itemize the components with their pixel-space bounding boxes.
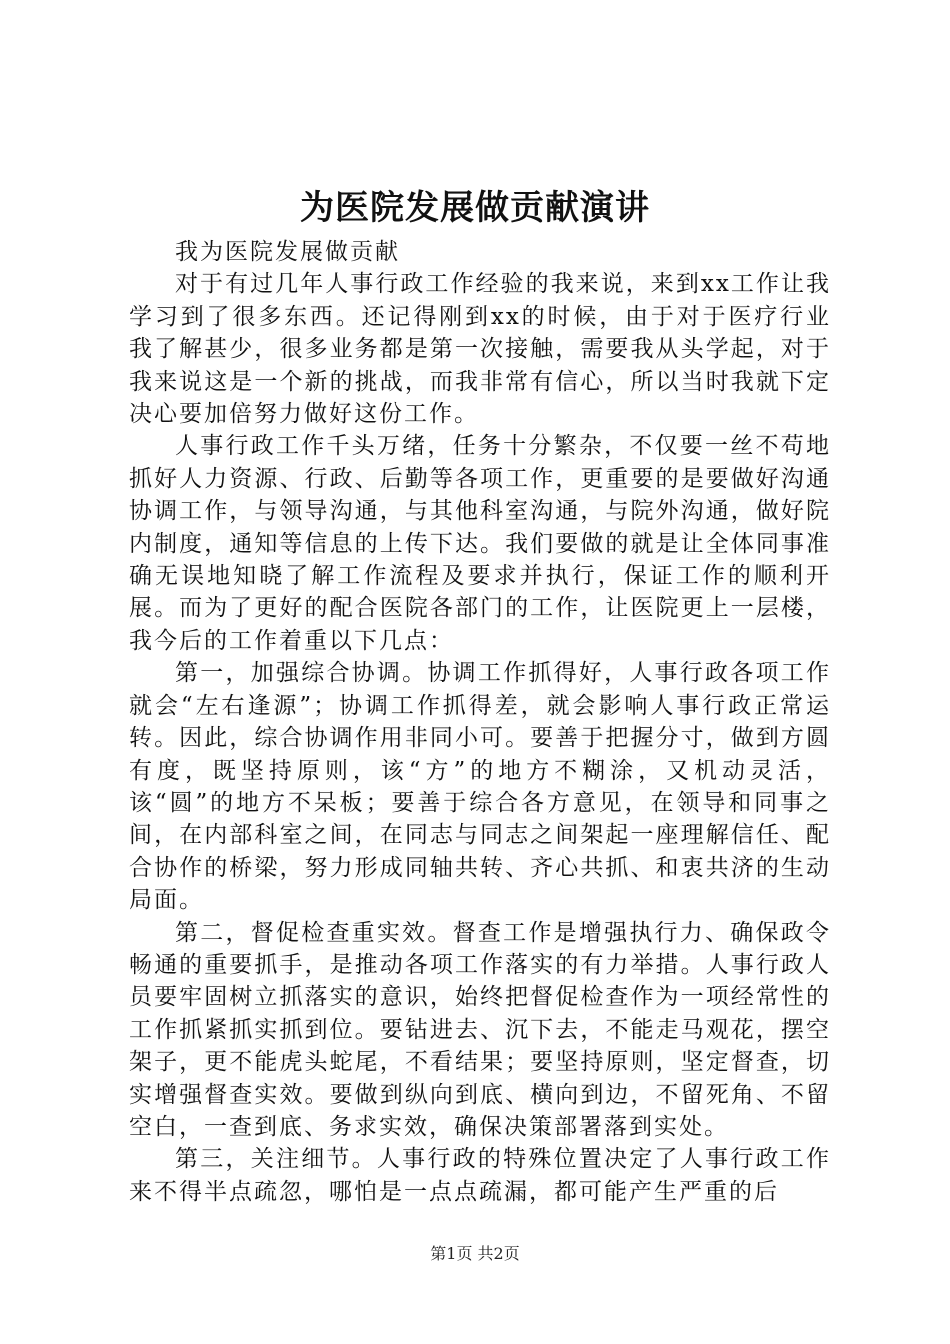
paragraph-overview: 人事行政工作千头万绪，任务十分繁杂，不仅要一丝不苟地抓好人力资源、行政、后勤等各项工作，更重要的是要做好沟通协调工作，与领导沟通，与其他科室沟通，与院外沟通，做好院内制度，通知等信息的上传下达。我们要做的就是让全体同事准确无误地知晓了解工作流程及要求并执行，保证工作的顺利开展。而为了更好的配合医院各部门的工作，让医院更上一层楼，我今后的工作着重以下几点： [129,433,831,654]
document-title: 为医院发展做贡献演讲 [300,188,650,228]
paragraph-subtitle: 我为医院发展做贡献 [175,239,400,265]
document-body [129,236,831,1208]
paragraph-point-two: 第二，督促检查重实效。督查工作是增强执行力、确保政令畅通的重要抓手，是推动各项工作落实的有力举措。人事行政人员要牢固树立抓落实的意识，始终把督促检查作为一项经常性的工作抓紧抓实抓到位。要钻进去、沉下去，不能走马观花，摆空架子，更不能虎头蛇尾，不看结果；要坚持原则，坚定督查，切实增强督查实效。要做到纵向到底、横向到边，不留死角、不留空白，一查到底、务求实效，确保决策部署落到实处。 [129,919,831,1140]
paragraph-point-one: 第一，加强综合协调。协调工作抓得好，人事行政各项工作就会“左右逢源”；协调工作抓得差，就会影响人事行政正常运转。因此，综合协调作用非同小可。要善于把握分寸，做到方圆有度，既坚持原则，该“方”的地方不糊涂，又机动灵活，该“圆”的地方不呆板；要善于综合各方意见，在领导和同事之间，在内部科室之间，在同志与同志之间架起一座理解信任、配合协作的桥梁，努力形成同轴共转、齐心共抓、和衷共济的生动局面。 [129,660,831,914]
page-footer: 第1页 共2页 [430,1244,520,1263]
paragraph-intro: 对于有过几年人事行政工作经验的我来说，来到xx工作让我学习到了很多东西。还记得刚到xx的时候，由于对于医疗行业我了解甚少，很多业务都是第一次接触，需要我从头学起，对于我来说这是一个新的挑战，而我非常有信心，所以当时我就下定决心要加倍努力做好这份工作。 [129,271,831,428]
paragraph-point-three: 第三，关注细节。人事行政的特殊位置决定了人事行政工作来不得半点疏忽，哪怕是一点点疏漏，都可能产生严重的后 [129,1146,831,1205]
